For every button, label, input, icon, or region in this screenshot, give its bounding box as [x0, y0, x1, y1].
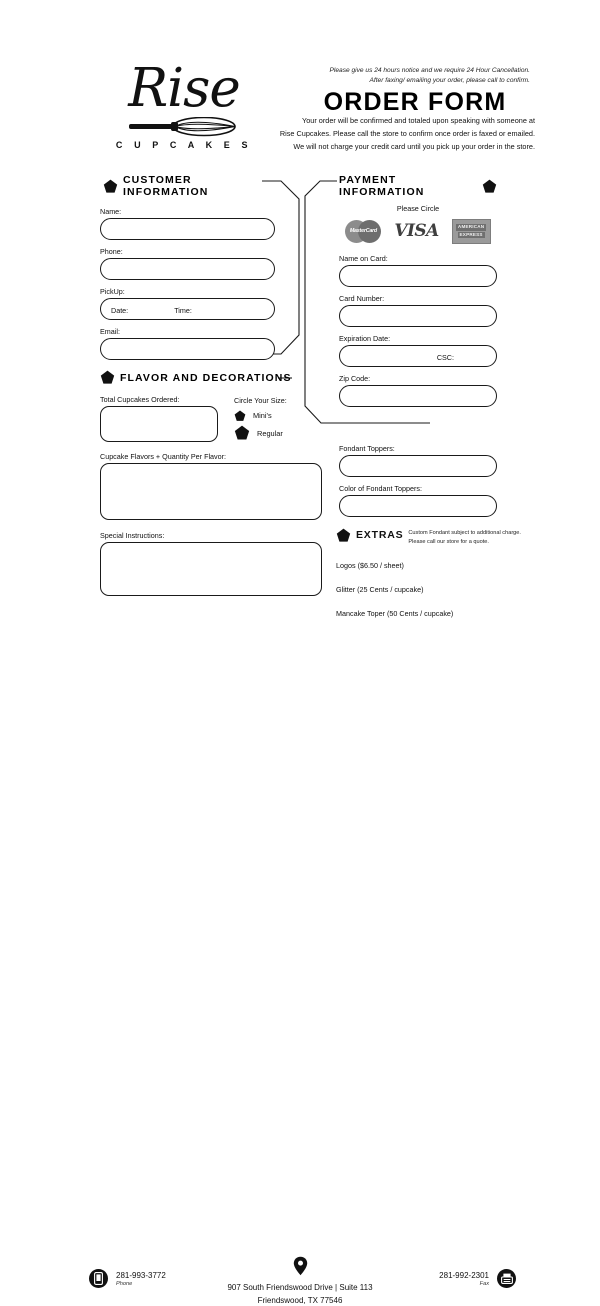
extras-list: [336, 561, 536, 618]
notice-text: [240, 66, 530, 86]
amex-logo[interactable]: [452, 219, 491, 244]
expiration-label: Expiration Date:: [339, 334, 391, 343]
fondant-toppers-group: [339, 444, 497, 477]
total-cupcakes-group: [100, 395, 218, 442]
intro-line-1: Your order will be confirmed and totaled upon speaking with someone at: [302, 116, 535, 125]
total-cupcakes-input[interactable]: [100, 406, 218, 442]
fondant-color-input[interactable]: [339, 495, 497, 517]
zip-code-input[interactable]: [339, 385, 497, 407]
zip-code-label: Zip Code:: [339, 374, 371, 383]
payment-section-heading: [339, 174, 497, 198]
amex-label-line-2: EXPRESS: [459, 231, 483, 237]
payment-information-section: [339, 174, 497, 414]
email-input[interactable]: [100, 338, 275, 360]
phone-caption: Phone: [116, 1280, 133, 1287]
name-field-group: [100, 207, 275, 240]
amex-label-line-1: AMERICAN: [457, 223, 485, 229]
pickup-field-group: [100, 287, 275, 320]
expiration-input[interactable]: [339, 345, 497, 367]
name-on-card-input[interactable]: [339, 265, 497, 287]
cupcake-icon: [234, 409, 246, 421]
extras-item[interactable]: Mancake Toper (50 Cents / cupcake): [336, 608, 454, 618]
size-選択-group: [234, 395, 287, 442]
fax-machine-icon: [497, 1269, 516, 1288]
address-line-2: Friendswood, TX 77546: [257, 1295, 343, 1305]
extras-note: Custom Fondant subject to additional charge. Please call our store for a quote.: [408, 530, 521, 545]
cupcake-icon: [234, 425, 250, 441]
email-label: Email:: [100, 327, 120, 336]
whisk-icon: [84, 117, 284, 139]
circle-size-label: Circle Your Size:: [234, 396, 287, 405]
customer-section-title: CUSTOMER INFORMATION: [123, 174, 209, 198]
zip-code-group: [339, 374, 497, 407]
brand-tagline: C U P C A K E S: [115, 140, 253, 150]
flavor-decorations-section: [100, 370, 322, 596]
flavor-section-title: FLAVOR AND DECORATIONS: [120, 371, 292, 384]
phone-label: Phone:: [100, 247, 123, 256]
phone-number: 281-993-3772: [116, 1270, 166, 1280]
intro-line-3: We will not charge your credit card until you pick up your order in the store.: [293, 141, 535, 151]
size-option-regular[interactable]: [234, 425, 287, 441]
cupcake-flavors-label: Cupcake Flavors + Quantity Per Flavor:: [100, 452, 227, 461]
brand-name: Rise: [128, 58, 240, 119]
intro-line-2: Rise Cupcakes. Please call the store to confirm once order is faxed or emailed.: [279, 128, 535, 138]
pickup-label: PickUp:: [100, 287, 125, 296]
fondant-toppers-label: Fondant Toppers:: [339, 444, 395, 453]
extras-item[interactable]: Logos ($6.50 / sheet): [336, 560, 404, 570]
extras-title: EXTRAS: [356, 529, 404, 541]
fondant-toppers-section: [339, 444, 497, 524]
extras-heading: [336, 528, 536, 547]
cupcake-icon: [482, 179, 497, 194]
csc-label: CSC:: [436, 352, 454, 362]
pickup-date-label: Date:: [111, 305, 129, 315]
name-on-card-label: Name on Card:: [339, 254, 388, 263]
fondant-color-label: Color of Fondant Toppers:: [339, 484, 422, 493]
name-on-card-group: [339, 254, 497, 287]
cupcake-icon: [100, 370, 115, 385]
flavor-top-row: [100, 395, 322, 442]
customer-information-section: [100, 174, 275, 367]
cupcake-flavors-textarea[interactable]: [100, 463, 322, 520]
name-input[interactable]: [100, 218, 275, 240]
please-circle-label: Please Circle: [396, 204, 440, 213]
footer-fax: [439, 1269, 516, 1288]
card-number-group: [339, 294, 497, 327]
notice-line-2: After faxing/ emailing your order, please call to confirm.: [369, 77, 530, 85]
cupcake-icon: [103, 179, 118, 194]
extras-item[interactable]: Glitter (25 Cents / cupcake): [336, 584, 424, 594]
email-field-group: [100, 327, 275, 360]
fax-number: 281-992-2301: [439, 1270, 489, 1280]
pickup-input-row[interactable]: [100, 298, 275, 320]
notice-line-1: Please give us 24 hours notice and we require 24 Hour Cancellation.: [329, 67, 530, 74]
size-option-label: Regular: [257, 428, 283, 438]
expiration-group: [339, 334, 497, 367]
mastercard-label: MasterCard: [349, 227, 377, 234]
pickup-time-label: Time:: [174, 305, 192, 315]
special-instructions-label: Special Instructions:: [100, 531, 165, 540]
name-label: Name:: [100, 207, 122, 216]
special-instructions-textarea[interactable]: [100, 542, 322, 596]
fax-caption: Fax: [479, 1280, 489, 1287]
mastercard-logo[interactable]: [345, 220, 381, 243]
size-option-label: Mini's: [253, 410, 272, 420]
card-number-input[interactable]: [339, 305, 497, 327]
extras-section: [336, 528, 536, 633]
footer: [0, 630, 600, 1305]
cupcake-icon: [336, 528, 351, 543]
flavor-section-heading: [100, 370, 322, 385]
cupcake-flavors-group: [100, 452, 322, 520]
intro-text: [255, 115, 535, 153]
total-cupcakes-label: Total Cupcakes Ordered:: [100, 395, 180, 404]
phone-input[interactable]: [100, 258, 275, 280]
address-line-1: 907 South Friendswood Drive | Suite 113: [227, 1283, 373, 1292]
fondant-color-group: [339, 484, 497, 517]
phone-field-group: [100, 247, 275, 280]
special-instructions-group: [100, 531, 322, 596]
card-number-label: Card Number:: [339, 294, 385, 303]
page-title: ORDER FORM: [323, 88, 507, 116]
accepted-cards: [339, 218, 497, 244]
size-option-minis[interactable]: [234, 409, 287, 421]
fondant-toppers-input[interactable]: [339, 455, 497, 477]
visa-logo[interactable]: VISA: [394, 221, 439, 241]
payment-section-title: PAYMENT INFORMATION: [339, 174, 425, 198]
customer-section-heading: [103, 174, 275, 198]
